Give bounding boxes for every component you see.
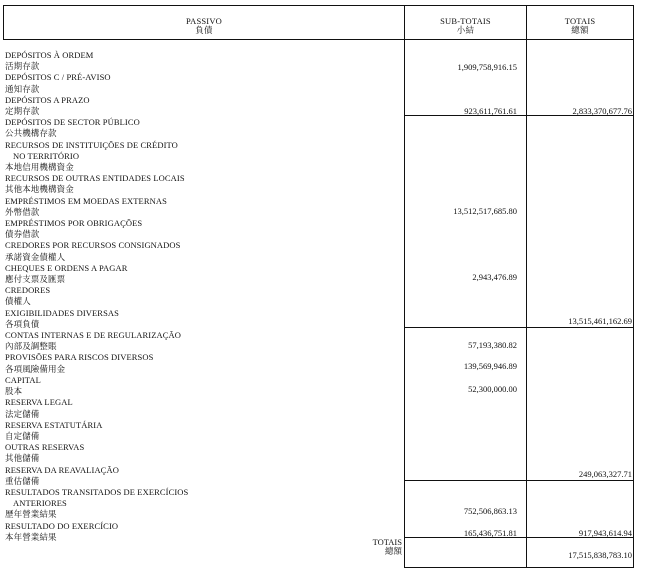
subtotal-provisoes: 139,569,946.89 bbox=[463, 361, 517, 371]
list-item: RESERVA LEGAL 法定儲備 bbox=[5, 397, 73, 419]
account-list bbox=[5, 50, 400, 543]
list-item: RECURSOS DE INSTITUIÇÕES DE CRÉDITO NO TERRITÓRIO 本地信用機構資金 bbox=[5, 139, 178, 173]
subtotal-separator-3 bbox=[404, 480, 526, 481]
grand-total: 17,515,838,783.10 bbox=[568, 550, 632, 560]
list-item: RECURSOS DE OUTRAS ENTIDADES LOCAIS 其他本地機構資金 bbox=[5, 173, 185, 195]
footer-totais-pt: TOTAIS bbox=[372, 537, 402, 547]
subtotal-depositos-prazo: 923,611,761.61 bbox=[464, 106, 517, 116]
list-item: CREDORES POR RECURSOS CONSIGNADOS 承諾資金債權人 bbox=[5, 240, 181, 262]
col-divider-1 bbox=[404, 5, 405, 568]
subtotal-resultado-exercicio: 165,436,751.81 bbox=[463, 528, 517, 538]
total-depositos: 2,833,370,677.76 bbox=[572, 106, 632, 116]
header-totais-zh: 總額 bbox=[571, 25, 589, 35]
col-divider-2 bbox=[526, 5, 527, 568]
list-item: RESERVA DA REAVALIAÇÃO 重估儲備 bbox=[5, 464, 119, 486]
list-item: PROVISÕES PARA RISCOS DIVERSOS 各項風險備用金 bbox=[5, 352, 154, 374]
list-item: RESULTADO DO EXERCÍCIO 本年營業結果 bbox=[5, 520, 119, 542]
header-totais-pt: TOTAIS bbox=[564, 16, 596, 26]
list-item: EMPRÉSTIMOS POR OBRIGAÇÕES 債券借款 bbox=[5, 218, 143, 240]
frame-right bbox=[633, 5, 634, 568]
list-item: RESERVA ESTATUTÁRIA 自定儲備 bbox=[5, 419, 103, 441]
header-passivo-zh: 負債 bbox=[195, 25, 213, 35]
subtotal-contas-internas: 57,193,380.82 bbox=[468, 340, 517, 350]
header-subtotais bbox=[405, 17, 526, 35]
subtotal-separator-2 bbox=[404, 327, 526, 328]
subtotal-resultados-transitados: 752,506,863.13 bbox=[463, 506, 517, 516]
total-separator-2 bbox=[526, 327, 633, 328]
total-reavaliacao: 249,063,327.71 bbox=[578, 469, 632, 479]
list-item: RESULTADOS TRANSITADOS DE EXERCÍCIOS ANTERIORES 歷年營業結果 bbox=[5, 486, 189, 520]
frame-bottom bbox=[404, 567, 634, 568]
subtotal-cheques: 2,943,476.89 bbox=[472, 272, 517, 282]
header-bottom-rule bbox=[3, 39, 634, 40]
list-item: CHEQUES E ORDENS A PAGAR 應付支票及匯票 bbox=[5, 262, 128, 285]
list-item: EXIGIBILIDADES DIVERSAS 各項負債 bbox=[5, 307, 119, 329]
list-item: DEPÓSITOS À ORDEM 活期存款 bbox=[5, 50, 94, 72]
footer-totais-label bbox=[320, 538, 402, 556]
list-item: DEPÓSITOS C / PRÉ-AVISO 通知存款 bbox=[5, 72, 111, 94]
footer-totais-zh: 總額 bbox=[384, 546, 402, 556]
subtotal-capital: 52,300,000.00 bbox=[468, 384, 517, 394]
header-passivo-pt: PASSIVO bbox=[185, 16, 223, 26]
header-totais bbox=[527, 17, 633, 35]
total-resultados: 917,943,614.94 bbox=[578, 528, 632, 538]
list-item: OUTRAS RESERVAS 其他儲備 bbox=[5, 442, 85, 464]
list-item: CAPITAL 股本 bbox=[5, 374, 41, 397]
total-separator-3 bbox=[526, 480, 633, 481]
header-subtotais-zh: 小結 bbox=[456, 25, 475, 35]
list-item: CONTAS INTERNAS E DE REGULARIZAÇÃO 內部及調整賬 bbox=[5, 330, 182, 352]
list-item: DEPÓSITOS A PRAZO 定期存款 bbox=[5, 94, 90, 117]
list-item: CREDORES 債權人 bbox=[5, 285, 51, 307]
subtotal-emprestimos: 13,512,517,685.80 bbox=[453, 206, 517, 216]
frame-top bbox=[3, 5, 634, 6]
list-item: EMPRÉSTIMOS EM MOEDAS EXTERNAS 外幣借款 bbox=[5, 195, 167, 217]
header-passivo bbox=[4, 17, 404, 35]
total-exigibilidades: 13,515,461,162.69 bbox=[568, 316, 632, 326]
list-item: DEPÓSITOS DE SECTOR PÚBLICO 公共機構存款 bbox=[5, 117, 140, 139]
subtotal-depositos-ordem: 1,909,758,916.15 bbox=[457, 62, 517, 72]
header-subtotais-pt: SUB-TOTAIS bbox=[440, 16, 491, 26]
